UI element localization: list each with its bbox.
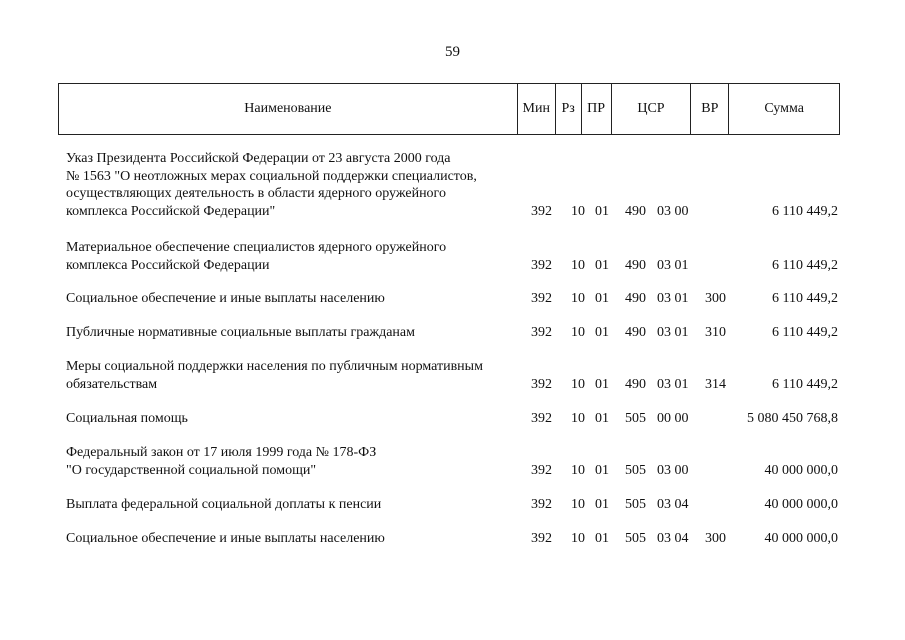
row-pr: 01 xyxy=(595,410,609,426)
row-min: 392 xyxy=(531,257,552,273)
row-pr: 01 xyxy=(595,257,609,273)
row-csr-sub: 03 01 xyxy=(657,257,689,273)
row-name: Выплата федеральной социальной доплаты к пенсии xyxy=(66,496,382,512)
table-row xyxy=(0,238,905,274)
row-min: 392 xyxy=(531,410,552,426)
header-name: Наименование xyxy=(59,84,518,134)
table-row xyxy=(0,323,905,341)
row-rz: 10 xyxy=(571,410,585,426)
row-sum: 6 110 449,2 xyxy=(772,257,838,273)
row-csr-sub: 03 01 xyxy=(657,290,689,306)
row-csr-sub: 03 04 xyxy=(657,496,689,512)
header-min: Мин xyxy=(518,84,556,134)
row-min: 392 xyxy=(531,462,552,478)
header-csr: ЦСР xyxy=(612,84,692,134)
row-csr-program: 505 xyxy=(625,496,646,512)
row-rz: 10 xyxy=(571,462,585,478)
row-min: 392 xyxy=(531,203,552,219)
row-vr: 310 xyxy=(705,324,726,340)
header-vr: ВР xyxy=(691,84,729,134)
row-rz: 10 xyxy=(571,324,585,340)
table-row xyxy=(0,148,905,220)
row-sum: 40 000 000,0 xyxy=(764,462,838,478)
row-rz: 10 xyxy=(571,376,585,392)
row-min: 392 xyxy=(531,496,552,512)
row-pr: 01 xyxy=(595,290,609,306)
table-row xyxy=(0,495,905,513)
table-row xyxy=(0,357,905,393)
row-name: Социальное обеспечение и иные выплаты населению xyxy=(66,530,385,546)
table-row xyxy=(0,443,905,479)
header-sum: Сумма xyxy=(764,101,804,116)
row-csr-program: 490 xyxy=(625,324,646,340)
row-csr-sub: 03 00 xyxy=(657,203,689,219)
row-csr-program: 490 xyxy=(625,376,646,392)
row-name: Федеральный закон от 17 июля 1999 года № 178-ФЗ "О государственной социальной помощи" xyxy=(66,445,377,478)
row-sum: 6 110 449,2 xyxy=(772,376,838,392)
row-csr-sub: 03 00 xyxy=(657,462,689,478)
row-name: Социальное обеспечение и иные выплаты населению xyxy=(66,290,385,306)
row-sum: 40 000 000,0 xyxy=(764,530,838,546)
row-rz: 10 xyxy=(571,257,585,273)
row-sum: 40 000 000,0 xyxy=(764,496,838,512)
row-name: Социальная помощь xyxy=(66,410,188,426)
row-csr-program: 490 xyxy=(625,257,646,273)
row-pr: 01 xyxy=(595,376,609,392)
row-csr-sub: 03 04 xyxy=(657,530,689,546)
row-rz: 10 xyxy=(571,203,585,219)
row-rz: 10 xyxy=(571,530,585,546)
header-pr: ПР xyxy=(582,84,612,134)
row-min: 392 xyxy=(531,530,552,546)
row-sum: 6 110 449,2 xyxy=(772,290,838,306)
row-csr-sub: 03 01 xyxy=(657,376,689,392)
row-name: Публичные нормативные социальные выплаты гражданам xyxy=(66,324,415,340)
row-csr-sub: 03 01 xyxy=(657,324,689,340)
row-csr-sub: 00 00 xyxy=(657,410,689,426)
row-min: 392 xyxy=(531,324,552,340)
row-vr: 300 xyxy=(705,290,726,306)
row-sum: 6 110 449,2 xyxy=(772,203,838,219)
page-number: 59 xyxy=(445,44,460,60)
row-rz: 10 xyxy=(571,290,585,306)
table-row xyxy=(0,529,905,547)
row-pr: 01 xyxy=(595,203,609,219)
row-min: 392 xyxy=(531,290,552,306)
row-sum: 6 110 449,2 xyxy=(772,324,838,340)
row-name: Меры социальной поддержки населения по публичным нормативным обязательствам xyxy=(66,359,483,392)
row-pr: 01 xyxy=(595,496,609,512)
header-rz: Рз xyxy=(556,84,582,134)
row-csr-program: 490 xyxy=(625,290,646,306)
row-name: Указ Президента Российской Федерации от 23 августа 2000 года № 1563 "О неотложных мерах социальной поддержки специалистов, осуществляющих деятельность в области ядерного оружейного комплекса Российской Федерации" xyxy=(66,151,477,219)
table-row xyxy=(0,289,905,307)
row-sum: 5 080 450 768,8 xyxy=(747,410,838,426)
row-pr: 01 xyxy=(595,324,609,340)
row-csr-program: 505 xyxy=(625,462,646,478)
row-pr: 01 xyxy=(595,530,609,546)
row-vr: 314 xyxy=(705,376,726,392)
row-csr-program: 505 xyxy=(625,530,646,546)
row-csr-program: 490 xyxy=(625,203,646,219)
row-vr: 300 xyxy=(705,530,726,546)
table-row xyxy=(0,409,905,427)
row-name: Материальное обеспечение специалистов ядерного оружейного комплекса Российской Федерации xyxy=(66,240,447,273)
row-pr: 01 xyxy=(595,462,609,478)
row-csr-program: 505 xyxy=(625,410,646,426)
row-min: 392 xyxy=(531,376,552,392)
row-rz: 10 xyxy=(571,496,585,512)
